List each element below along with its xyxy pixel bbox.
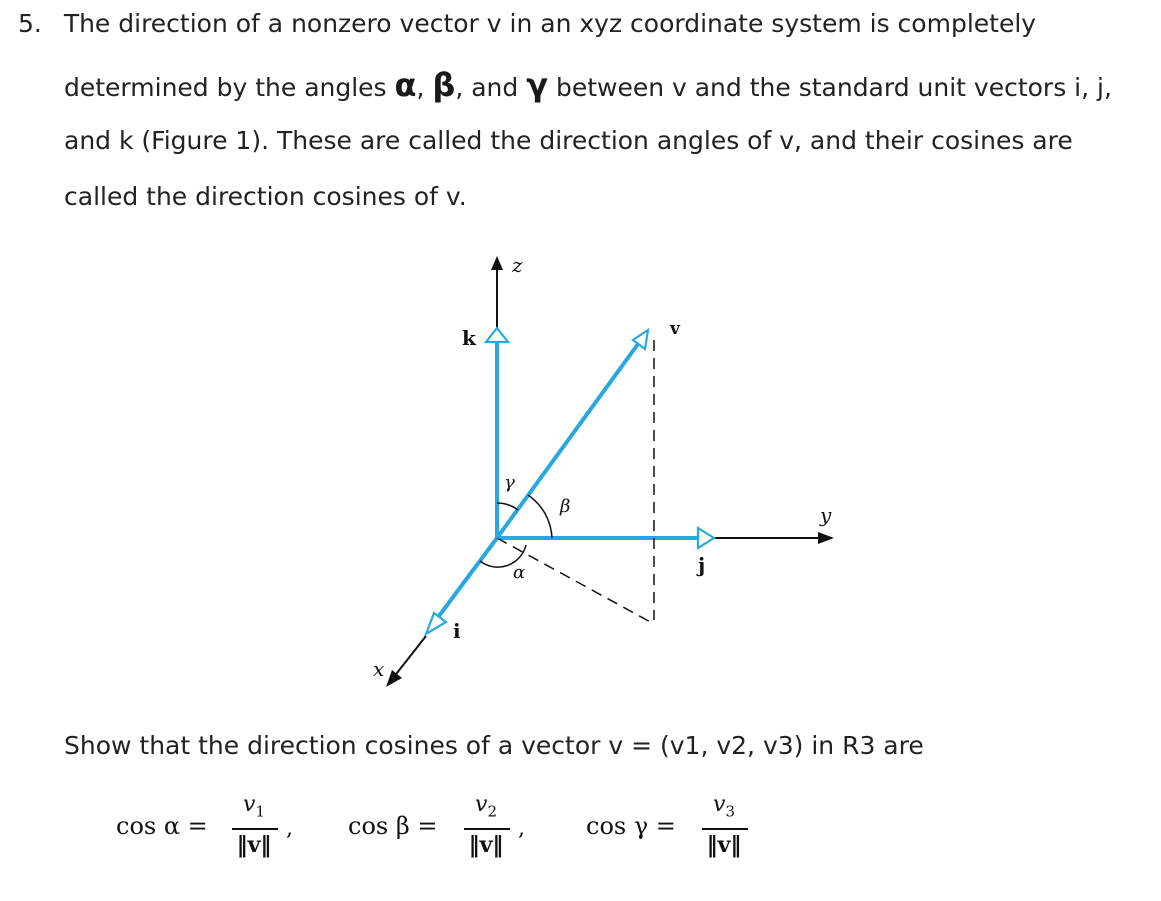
v-label: v: [670, 319, 680, 339]
formula-denominator: ‖v‖: [706, 832, 742, 858]
line2-after: between v and the standard unit vectors i, j,: [548, 73, 1112, 102]
beta-angle-arc: [528, 495, 552, 538]
fraction-bar: [232, 828, 278, 830]
formula-denominator: ‖v‖: [236, 832, 272, 858]
formula-numerator: $v_3$: [713, 792, 735, 821]
line2-before: determined by the angles: [64, 73, 395, 102]
i-vector-line: [436, 538, 497, 620]
gamma-symbol: γ: [526, 66, 548, 104]
problem-number: 5.: [18, 9, 42, 38]
j-label: j: [698, 553, 706, 577]
k-vector-arrowhead: [486, 328, 508, 342]
problem-text-line-4: called the direction cosines of v.: [64, 182, 467, 211]
x-axis-line: [393, 636, 426, 678]
task-text: Show that the direction cosines of a vector v = (v1, v2, v3) in R3 are: [64, 731, 924, 760]
gamma-angle-arc: [497, 503, 518, 510]
i-label: i: [453, 619, 461, 643]
formula-cos-alpha: [116, 792, 316, 882]
y-axis-label: y: [820, 503, 832, 527]
x-axis-label: x: [373, 657, 385, 681]
z-axis-label: z: [512, 253, 523, 277]
formula-numerator: $v_1$: [243, 792, 265, 821]
j-vector-arrowhead: [698, 528, 714, 548]
k-label: k: [462, 326, 476, 350]
formula-comma: ,: [286, 816, 293, 841]
i-vector-arrowhead: [426, 613, 446, 634]
task-line: [64, 731, 924, 761]
formula-denominator: ‖v‖: [468, 832, 504, 858]
gamma-angle-label: γ: [504, 472, 515, 493]
alpha-symbol: α: [394, 66, 417, 104]
problem-text-line-3: and k (Figure 1). These are called the direction angles of v, and their cosines are: [64, 126, 1073, 155]
x-axis-arrowhead: [386, 670, 402, 687]
y-axis-arrowhead: [818, 532, 834, 544]
formula-lhs: cos γ =: [586, 812, 676, 840]
separator-2: , and: [455, 73, 527, 102]
formula-cos-gamma: [586, 792, 786, 882]
z-axis-arrowhead: [491, 256, 503, 270]
beta-symbol: β: [432, 66, 456, 104]
fraction-bar: [464, 828, 510, 830]
formula-numerator: $v_2$: [475, 792, 497, 821]
separator-1: ,: [416, 73, 433, 102]
formula-lhs: cos β =: [348, 812, 438, 840]
formula-cos-beta: [348, 792, 548, 882]
problem-text-line-1: The direction of a nonzero vector v in an xyz coordinate system is completely: [63, 9, 1037, 38]
formula-comma: ,: [518, 816, 525, 841]
fraction-bar: [702, 828, 748, 830]
alpha-angle-label: α: [513, 562, 526, 583]
formula-lhs: cos α =: [116, 812, 208, 840]
beta-angle-label: β: [560, 496, 571, 517]
